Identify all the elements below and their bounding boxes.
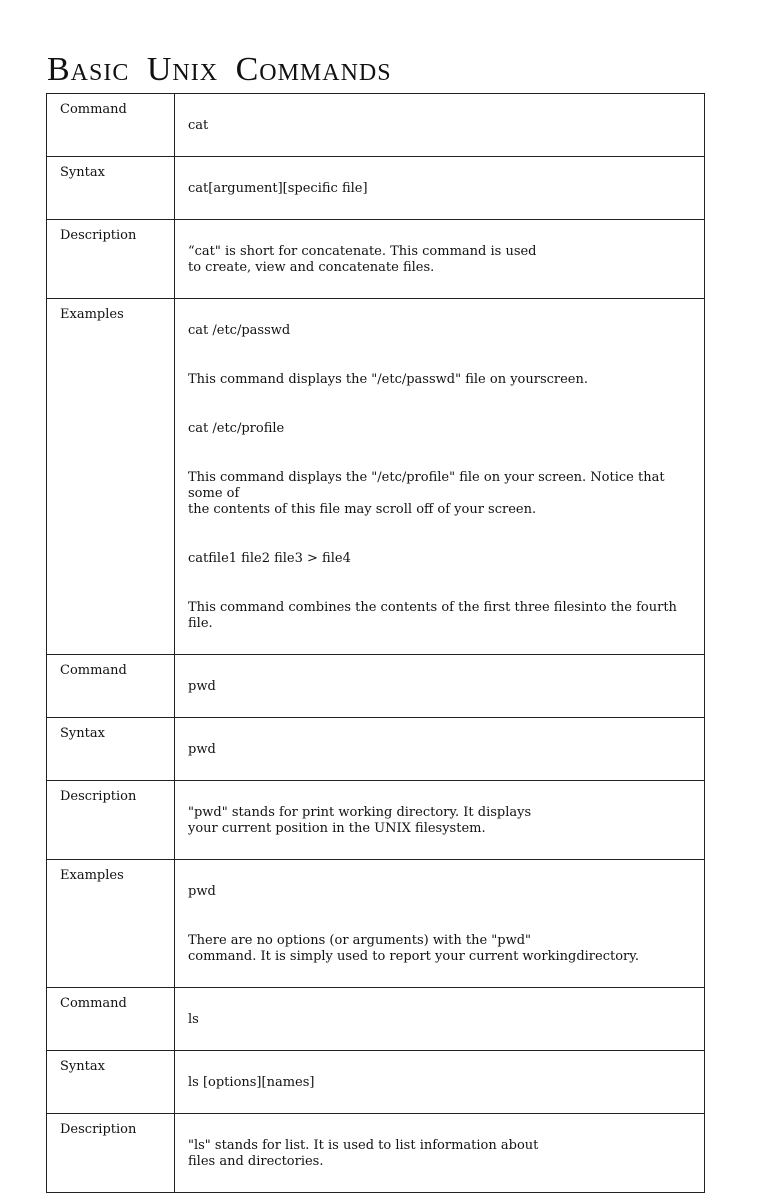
row-value [175,1051,705,1114]
table-row [47,781,705,860]
row-label: Command [47,655,175,718]
table-row [47,1051,705,1114]
paragraph: ls [188,1012,199,1027]
table-row [47,718,705,781]
paragraph: cat /etc/profile [188,421,285,436]
row-value [175,220,705,299]
row-label: Syntax [47,718,175,781]
row-value [175,94,705,157]
paragraph: There are no options (or arguments) with the "pwd" command. It is simply used to report your current workingdirectory. [188,933,640,964]
row-label: Examples [47,299,175,655]
paragraph: pwd [188,742,216,757]
row-value [175,781,705,860]
paragraph: “cat" is short for concatenate. This command is used to create, view and concatenate files. [188,244,537,275]
row-value [175,157,705,220]
paragraph: pwd [188,679,216,694]
row-value [175,718,705,781]
paragraph: "ls" stands for list. It is used to list information about files and directories. [188,1138,539,1169]
row-value [175,860,705,988]
page-title: Basic Unix Commands [47,51,392,88]
row-value [175,655,705,718]
row-value [175,1114,705,1193]
row-label: Syntax [47,1051,175,1114]
table-row [47,860,705,988]
paragraph: cat[argument][specific file] [188,181,368,196]
paragraph: pwd [188,884,216,899]
row-label: Description [47,781,175,860]
row-label: Command [47,988,175,1051]
table-row [47,1114,705,1193]
paragraph: ls [options][names] [188,1075,315,1090]
commands-table [46,93,705,1193]
paragraph: This command combines the contents of the first three filesinto the fourth file. [188,600,677,631]
table-row [47,94,705,157]
row-label: Syntax [47,157,175,220]
paragraph: This command displays the "/etc/profile" file on your screen. Notice that some of the contents of this file may scroll off of your screen. [188,470,665,517]
table-row [47,299,705,655]
row-label: Examples [47,860,175,988]
table-row [47,157,705,220]
paragraph: cat [188,118,209,133]
paragraph: This command displays the "/etc/passwd" file on yourscreen. [188,372,589,387]
row-value [175,988,705,1051]
row-label: Description [47,220,175,299]
paragraph: "pwd" stands for print working directory. It displays your current position in the UNIX filesystem. [188,805,532,836]
row-value [175,299,705,655]
row-label: Command [47,94,175,157]
row-label: Description [47,1114,175,1193]
paragraph: catfile1 file2 file3 > file4 [188,551,351,566]
paragraph: cat /etc/passwd [188,323,291,338]
table-row [47,988,705,1051]
table-row [47,655,705,718]
table-row [47,220,705,299]
